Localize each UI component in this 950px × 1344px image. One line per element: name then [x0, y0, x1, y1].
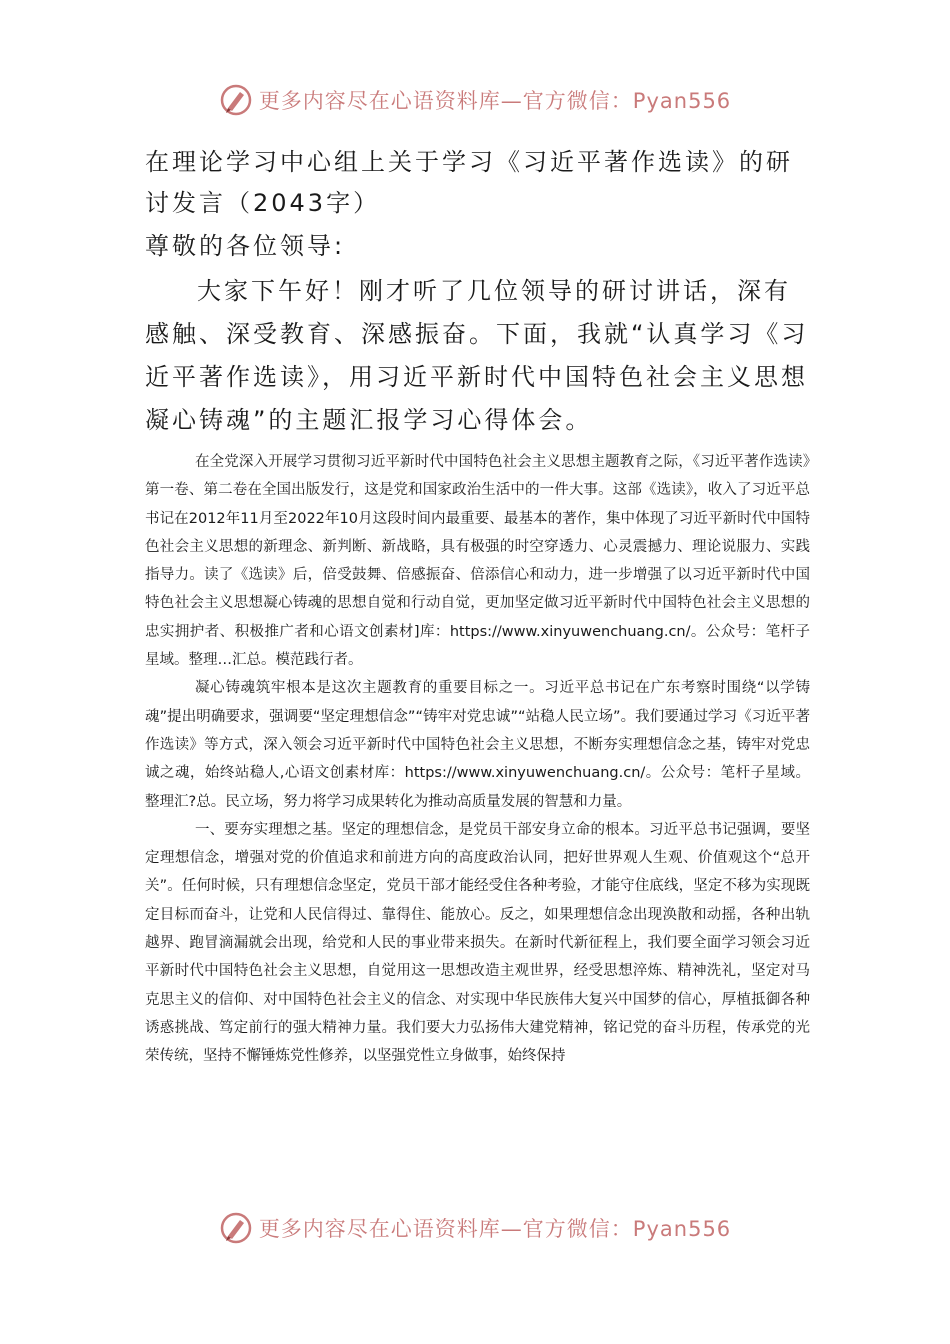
salutation: 尊敬的各位领导: — [145, 232, 346, 260]
pen-logo-icon — [219, 83, 253, 117]
header-banner-text: 更多内容尽在心语资料库—官方微信：Pyan556 — [258, 89, 732, 113]
footer-banner — [0, 1208, 950, 1248]
pen-logo-icon — [219, 1211, 253, 1245]
document-title: 在理论学习中心组上关于学习《习近平著作选读》的研讨发言（2043字） — [145, 148, 793, 217]
paragraph-2: 凝心铸魂筑牢根本是这次主题教育的重要目标之一。习近平总书记在广东考察时围绕“以学铸魂”提出明确要求，强调要“坚定理想信念”“铸牢对党忠诚”“站稳人民立场”。我们要通过学习《习近平著作选读》等方式，深入领会习近平新时代中国特色社会主义思想，不断夯实理想信念之基，铸牢对党忠诚之魂，始终站稳人,心语文创素材库：https://www.xinyuwenchuang.cn/。公众号：笔杆子星域。整理汇?总。民立场，努力将学习成果转化为推动高质量发展的智慧和力量。 — [145, 680, 810, 810]
header-banner — [0, 80, 950, 120]
intro-paragraph: 大家下午好！刚才听了几位领导的研讨讲话，深有感触、深受教育、深感振奋。下面，我就“认真学习《习近平著作选读》，用习近平新时代中国特色社会主义思想凝心铸魂”的主题汇报学习心得体会。 — [145, 277, 809, 434]
paragraph-3: 一、要夯实理想之基。坚定的理想信念，是党员干部安身立命的根本。习近平总书记强调，要坚定理想信念，增强对党的价值追求和前进方向的高度政治认同，把好世界观人生观、价值观这个“总开关”。任何时候，只有理想信念坚定，党员干部才能经受住各种考验，才能守住底线，坚定不移为实现既定目标而奋斗，让党和人民信得过、靠得住、能放心。反之，如果理想信念出现涣散和动摇，各种出轨越界、跑冒滴漏就会出现，给党和人民的事业带来损失。在新时代新征程上，我们要全面学习领会习近平新时代中国特色社会主义思想，自觉用这一思想改造主观世界，经受思想淬炼、精神洗礼，坚定对马克思主义的信仰、对中国特色社会主义的信念、对实现中华民族伟大复兴中国梦的信心，厚植抵御各种诱惑挑战、笃定前行的强大精神力量。我们要大力弘扬伟大建党精神，铭记党的奋斗历程，传承党的光荣传统，坚持不懈锤炼党性修养，以坚强党性立身做事，始终保持 — [145, 821, 810, 1065]
footer-banner-text: 更多内容尽在心语资料库—官方微信：Pyan556 — [258, 1217, 732, 1241]
body-text — [145, 448, 810, 1071]
paragraph-1: 在全党深入开展学习贯彻习近平新时代中国特色社会主义思想主题教育之际，《习近平著作选读》第一卷、第二卷在全国出版发行，这是党和国家政治生活中的一件大事。这部《选读》，收入了习近平总书记在2012年11月至2022年10月这段时间内最重要、最基本的著作，集中体现了习近平新时代中国特色社会主义思想的新理念、新判断、新战略，具有极强的时空穿透力、心灵震撼力、理论说服力、实践指导力。读了《选读》后，倍受鼓舞、倍感振奋、倍添信心和动力，进一步增强了以习近平新时代中国特色社会主义思想凝心铸魂的思想自觉和行动自觉，更加坚定做习近平新时代中国特色社会主义思想的忠实拥护者、积极推广者和心语文创素材]库：https://www.xinyuwenchuang.cn/。公众号：笔杆子星域。整理…汇总。模范践行者。 — [145, 454, 810, 669]
